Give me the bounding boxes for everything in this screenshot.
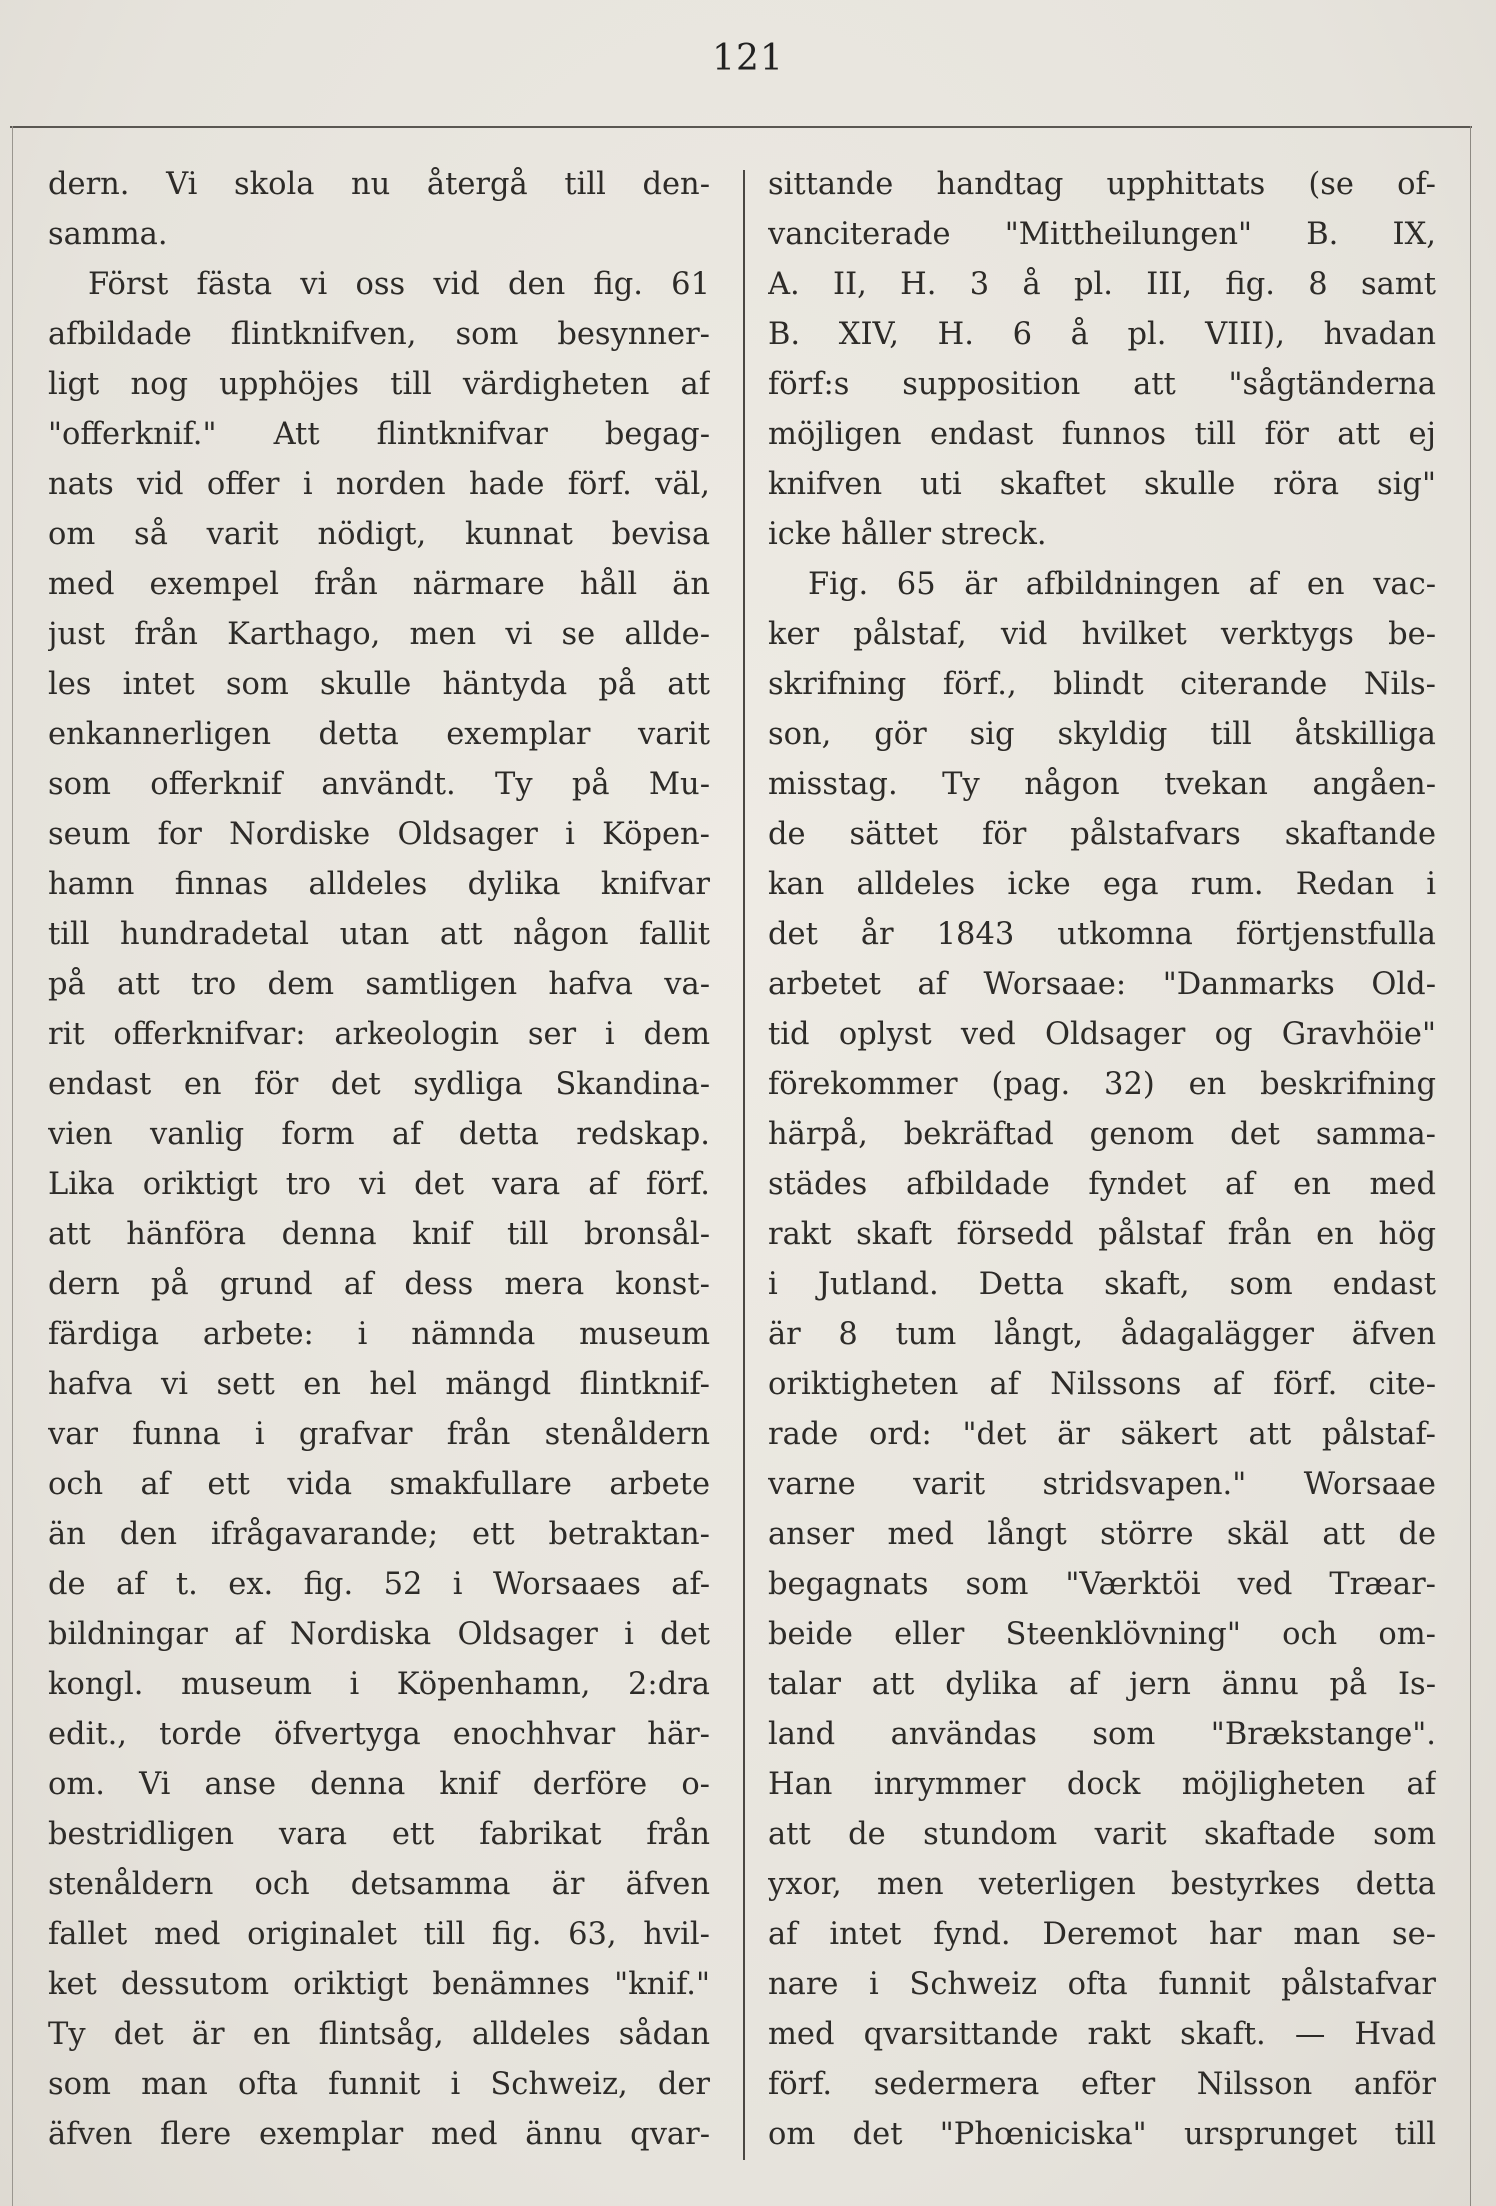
text-line: var funna i grafvar från stenåldern xyxy=(48,1417,710,1452)
header-rule xyxy=(10,126,1472,128)
page-number: 121 xyxy=(712,38,784,79)
text-line: vien vanlig form af detta redskap. xyxy=(48,1117,710,1152)
text-line: att hänföra denna knif till bronsål- xyxy=(48,1217,710,1252)
text-line: hafva vi sett en hel mängd flintknif- xyxy=(48,1367,710,1402)
text-line: Först fästa vi oss vid den fig. 61 xyxy=(88,267,710,302)
text-line: om så varit nödigt, kunnat bevisa xyxy=(48,517,710,552)
text-line: anser med långt större skäl att de xyxy=(768,1517,1436,1552)
text-line: fallet med originalet till fig. 63, hvil- xyxy=(48,1917,710,1952)
text-line: misstag. Ty någon tvekan angåen- xyxy=(768,767,1436,802)
text-line: afbildade flintknifven, som besynner- xyxy=(48,317,710,352)
text-line: om det "Phœniciska" ursprunget till xyxy=(768,2117,1436,2152)
text-line: tid oplyst ved Oldsager og Gravhöie" xyxy=(768,1017,1436,1052)
text-line: rade ord: "det är säkert att pålstaf- xyxy=(768,1417,1436,1452)
text-line: Ty det är en flintsåg, alldeles sådan xyxy=(48,2017,710,2052)
text-line: nats vid offer i norden hade förf. väl, xyxy=(48,467,710,502)
text-line: ligt nog upphöjes till värdigheten af xyxy=(48,367,710,402)
text-line: i Jutland. Detta skaft, som endast xyxy=(768,1267,1436,1302)
text-line: förekommer (pag. 32) en beskrifning xyxy=(768,1067,1436,1102)
text-line: med exempel från närmare håll än xyxy=(48,567,710,602)
text-line: edit., torde öfvertyga enochhvar här- xyxy=(48,1717,710,1752)
text-line: ket dessutom oriktigt benämnes "knif." xyxy=(48,1967,710,2002)
text-line: beide eller Steenklövning" och om- xyxy=(768,1617,1436,1652)
text-line: rakt skaft försedd pålstaf från en hög xyxy=(768,1217,1436,1252)
text-line: de sättet för pålstafvars skaftande xyxy=(768,817,1436,852)
text-line: möjligen endast funnos till för att ej xyxy=(768,417,1436,452)
text-line: bildningar af Nordiska Oldsager i det xyxy=(48,1617,710,1652)
text-line: af intet fynd. Deremot har man se- xyxy=(768,1917,1436,1952)
left-column xyxy=(48,160,710,2160)
text-line: om. Vi anse denna knif derföre o- xyxy=(48,1767,710,1802)
right-column xyxy=(768,160,1436,2160)
text-line: arbetet af Worsaae: "Danmarks Old- xyxy=(768,967,1436,1002)
text-line: ker pålstaf, vid hvilket verktygs be- xyxy=(768,617,1436,652)
text-line: sittande handtag upphittats (se of- xyxy=(768,167,1436,202)
text-line: varne varit stridsvapen." Worsaae xyxy=(768,1467,1436,1502)
text-line: att de stundom varit skaftade som xyxy=(768,1817,1436,1852)
text-line: seum for Nordiske Oldsager i Köpen- xyxy=(48,817,710,852)
text-line: de af t. ex. fig. 52 i Worsaaes af- xyxy=(48,1567,710,1602)
text-line: knifven uti skaftet skulle röra sig" xyxy=(768,467,1436,502)
page-frame-left xyxy=(12,126,13,2206)
column-divider xyxy=(743,170,745,2160)
text-line: talar att dylika af jern ännu på Is- xyxy=(768,1667,1436,1702)
text-line: rit offerknifvar: arkeologin ser i dem xyxy=(48,1017,710,1052)
text-line: B. XIV, H. 6 å pl. VIII), hvadan xyxy=(768,317,1436,352)
text-line: vanciterade "Mittheilungen" B. IX, xyxy=(768,217,1436,252)
text-line: kan alldeles icke ega rum. Redan i xyxy=(768,867,1436,902)
text-line: "offerknif." Att flintknifvar begag- xyxy=(48,417,710,452)
text-line: son, gör sig skyldig till åtskilliga xyxy=(768,717,1436,752)
text-line: les intet som skulle häntyda på att xyxy=(48,667,710,702)
text-line: är 8 tum långt, ådagalägger äfven xyxy=(768,1317,1436,1352)
text-line: det år 1843 utkomna förtjenstfulla xyxy=(768,917,1436,952)
text-line: städes afbildade fyndet af en med xyxy=(768,1167,1436,1202)
text-line: begagnats som "Værktöi ved Træar- xyxy=(768,1567,1436,1602)
text-line: oriktigheten af Nilssons af förf. cite- xyxy=(768,1367,1436,1402)
text-line: på att tro dem samtligen hafva va- xyxy=(48,967,710,1002)
text-line: A. II, H. 3 å pl. III, fig. 8 samt xyxy=(768,267,1436,302)
text-line: som man ofta funnit i Schweiz, der xyxy=(48,2067,710,2102)
page-frame-right xyxy=(1470,126,1471,2206)
text-line: förf:s supposition att "sågtänderna xyxy=(768,367,1436,402)
text-line: bestridligen vara ett fabrikat från xyxy=(48,1817,710,1852)
text-line: äfven flere exemplar med ännu qvar- xyxy=(48,2117,710,2152)
text-line: yxor, men veterligen bestyrkes detta xyxy=(768,1867,1436,1902)
text-line: icke håller streck. xyxy=(768,517,1047,552)
text-line: Fig. 65 är afbildningen af en vac- xyxy=(808,567,1436,602)
text-line: dern på grund af dess mera konst- xyxy=(48,1267,710,1302)
text-line: Lika oriktigt tro vi det vara af förf. xyxy=(48,1167,710,1202)
text-line: nare i Schweiz ofta funnit pålstafvar xyxy=(768,1967,1436,2002)
text-line: Han inrymmer dock möjligheten af xyxy=(768,1767,1436,1802)
text-line: hamn finnas alldeles dylika knifvar xyxy=(48,867,710,902)
text-line: med qvarsittande rakt skaft. — Hvad xyxy=(768,2017,1436,2052)
text-line: samma. xyxy=(48,217,168,252)
text-line: stenåldern och detsamma är äfven xyxy=(48,1867,710,1902)
text-line: än den ifrågavarande; ett betraktan- xyxy=(48,1517,710,1552)
text-line: kongl. museum i Köpenhamn, 2:dra xyxy=(48,1667,710,1702)
text-line: härpå, bekräftad genom det samma- xyxy=(768,1117,1436,1152)
text-line: som offerknif användt. Ty på Mu- xyxy=(48,767,710,802)
text-line: skrifning förf., blindt citerande Nils- xyxy=(768,667,1436,702)
text-line: förf. sedermera efter Nilsson anför xyxy=(768,2067,1436,2102)
text-line: till hundradetal utan att någon fallit xyxy=(48,917,710,952)
text-line: dern. Vi skola nu återgå till den- xyxy=(48,167,710,202)
text-line: enkannerligen detta exemplar varit xyxy=(48,717,710,752)
text-line: endast en för det sydliga Skandina- xyxy=(48,1067,710,1102)
text-line: land användas som "Brækstange". xyxy=(768,1717,1436,1752)
text-line: och af ett vida smakfullare arbete xyxy=(48,1467,710,1502)
text-line: färdiga arbete: i nämnda museum xyxy=(48,1317,710,1352)
text-line: just från Karthago, men vi se allde- xyxy=(48,617,710,652)
